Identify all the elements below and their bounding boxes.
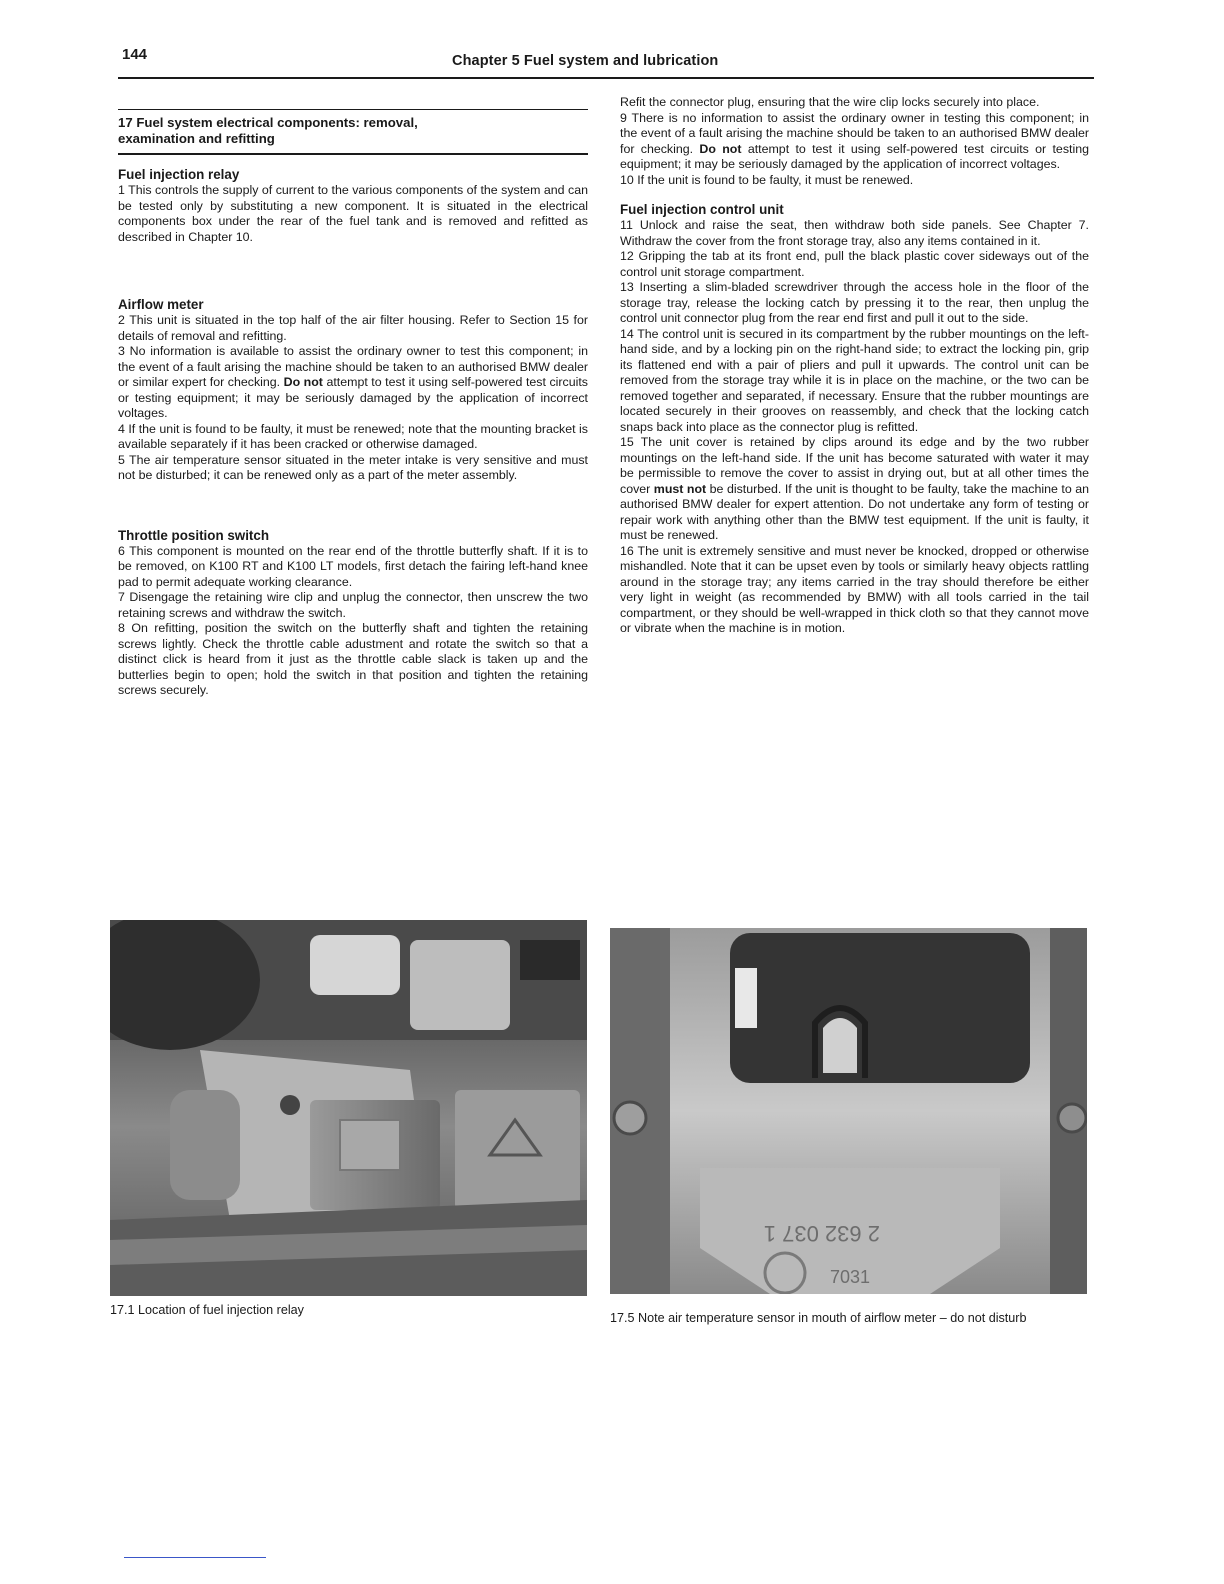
emphasis-do-not: Do not (699, 141, 742, 156)
paragraph-1: 1 This controls the supply of current to the various components of the system and can be tested only by substituting a new component. It is situated in the electrical components box under the rear of the fuel tank and is removed and refitted as described in Chapter 10. (118, 183, 588, 244)
paragraph-3: 3 No information is available to assist the ordinary owner to test this component; in the event of a fault arising the machine should be taken to an authorised BMW dealer or similar expert for checking. Do not attempt to test it using self-powered test circuits or testing equipment; it may be seriously damaged by the application of incorrect voltages. (118, 344, 588, 420)
paragraph-5: 5 The air temperature sensor situated in the meter intake is very sensitive and must not be disturbed; it can be renewed only as a part of the meter assembly. (118, 452, 588, 482)
emphasis-must-not: must not (653, 481, 707, 496)
casting-part-number: 2 632 037 1 (763, 1221, 880, 1246)
left-caption: 17.1 Location of fuel injection relay (110, 1303, 304, 1317)
airflow-heading: Airflow meter (118, 297, 204, 312)
paragraph-continued: Refit the connector plug, ensuring that the wire clip locks securely into place. (620, 95, 1040, 109)
paragraph-2: 2 This unit is situated in the top half of the air filter housing. Refer to Section 15 for details of removal and refitting. (118, 313, 588, 343)
paragraph-14: 14 The control unit is secured in its compartment by the rubber mountings on the left-hand side, and by a locking pin on the right-hand side; to extract the locking pin, grip its flattened end with a pair of pliers and pull it upwards. The control unit can be removed from the storage tray while it is in place on the machine, or the two can be removed together and separated, if necessary. Ensure that the rubber mountings are located securely in their grooves on reassembly, and check that the locking catch snaps back into place as the connector plug is refitted. (620, 326, 1089, 434)
left-column (118, 95, 588, 699)
paragraph-10: 10 If the unit is found to be faulty, it must be renewed. (620, 172, 914, 187)
paragraph-16: 16 The unit is extremely sensitive and must never be knocked, dropped or otherwise mishandled. Note that it can be upset even by tools or similarly heavy objects rattling around in the storage tray; any items carried in the tray should therefore be either very light in weight (as recommended by BMW) with all tools carried in the tail compartment, or they should be well-wrapped in thick cloth so that they cannot move or vibrate when the machine is in motion. (620, 543, 1089, 635)
paragraph-6: 6 This component is mounted on the rear end of the throttle butterfly shaft. If it is to be removed, on K100 RT and K100 LT models, first detach the fairing left-hand knee pad to permit adequate working clearance. (118, 543, 588, 589)
page-number: 144 (122, 46, 148, 63)
relay-heading: Fuel injection relay (118, 167, 240, 182)
paragraph-9: 9 There is no information to assist the ordinary owner in testing this component; in the event of a fault arising the machine should be taken to an authorised BMW dealer for checking. Do not attempt to test it using self-powered test circuits or testing equipment; it may be seriously damaged by the application of incorrect voltages. (620, 110, 1089, 171)
header-rule (118, 77, 1094, 79)
paragraph-15: 15 The unit cover is retained by clips around its edge and by the two rubber mountings on the left-hand side. If the unit has become saturated with water it may be permissible to remove the cover to assist in drying out, but at all other times the cover must not be disturbed. If the unit is thought to be faulty, take the machine to an authorised BMW dealer for expert attention. Do not undertake any form of testing or repair work with anything other than the BMW test equipment. If the unit is faulty, it must be renewed. (620, 435, 1090, 542)
footnote-rule (124, 1557, 266, 1558)
relay-photo-illustration (110, 920, 587, 1296)
paragraph-11: 11 Unlock and raise the seat, then withdraw both side panels. See Chapter 7. Withdraw the cover from the front storage tray, also any items contained in it. (620, 218, 1089, 248)
right-caption: 17.5 Note air temperature sensor in mouth of airflow meter – do not disturb (610, 1311, 1027, 1325)
paragraph-7: 7 Disengage the retaining wire clip and unplug the connector, then unscrew the two retaining screws and withdraw the switch. (118, 590, 588, 620)
paragraph-13: 13 Inserting a slim-bladed screwdriver through the access hole in the floor of the storage tray, release the locking catch by pressing it to the rear, then unplug the control unit connector plug from the rear end first and pull it out to the side. (620, 280, 1089, 325)
right-column (620, 95, 1089, 637)
relay-photo (110, 920, 587, 1296)
airflow-meter-photo (610, 928, 1087, 1294)
paragraph-4: 4 If the unit is found to be faulty, it must be renewed; note that the mounting bracket is available separately if it has been cracked or otherwise damaged. (118, 421, 588, 451)
throttle-heading: Throttle position switch (118, 527, 270, 543)
casting-mark: 7031 (830, 1267, 871, 1287)
emphasis-do-not: Do not (283, 375, 323, 389)
running-head: Chapter 5 Fuel system and lubrication (452, 53, 719, 69)
paragraph-12: 12 Gripping the tab at its front end, pull the black plastic cover sideways out of the control unit storage compartment. (620, 249, 1089, 279)
control-unit-heading: Fuel injection control unit (620, 202, 784, 217)
airflow-meter-illustration (610, 928, 1087, 1294)
paragraph-8: 8 On refitting, position the switch on the butterfly shaft and tighten the retaining screws lightly. Check the throttle cable adustment and rotate the switch so that a distinct click is heard from it just as the throttle cable slack is taken up and the butterlies begin to open; hold the switch in that position and tighten the retaining screws securely. (118, 621, 588, 697)
section-title: 17 Fuel system electrical components: removal, examination and refitting (118, 115, 418, 146)
section-heading-box (118, 109, 588, 155)
